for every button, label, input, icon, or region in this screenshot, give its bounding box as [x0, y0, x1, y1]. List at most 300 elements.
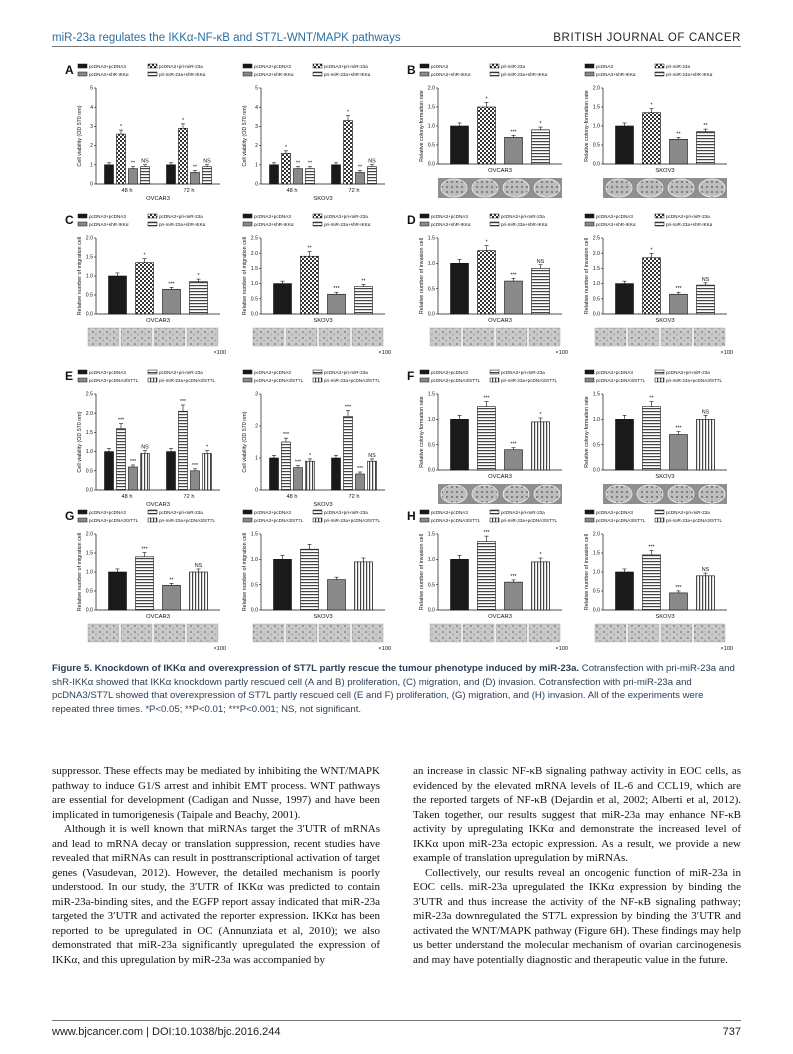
culture-dish	[606, 179, 632, 197]
bar	[368, 461, 377, 490]
legend-swatch	[655, 510, 664, 514]
bar	[117, 429, 126, 490]
legend-label: pcDNA3+pcDNA3	[431, 510, 468, 515]
y-tick-label: 0.0	[592, 161, 600, 168]
body-column-right	[413, 764, 741, 967]
legend-swatch	[148, 222, 157, 226]
legend-label: pcDNA3+pcDNA3	[254, 64, 291, 69]
legend-swatch	[490, 370, 499, 374]
y-tick-label: 2.0	[427, 85, 435, 92]
significance-label: ***	[117, 417, 125, 424]
legend-swatch	[490, 518, 499, 522]
legend-swatch	[78, 518, 87, 522]
bar	[163, 585, 181, 610]
legend-label: pri-miR-23a+pcDNA3/ST7L	[501, 378, 558, 383]
bar	[505, 137, 523, 164]
y-axis-label: Relative colony-formation rate	[584, 396, 590, 468]
legend-label: pri-miR-23a+shR-IKKα	[501, 222, 548, 227]
bar	[356, 474, 365, 490]
panel-letter: B	[407, 63, 416, 77]
bar-chart	[584, 510, 733, 652]
legend-label: pri-miR-23a+shR-IKKα	[666, 222, 713, 227]
legend-swatch	[148, 510, 157, 514]
bar-chart	[77, 64, 220, 202]
y-axis-label: Relative number of migration cell	[242, 532, 248, 612]
panel-letter: D	[407, 213, 416, 227]
y-tick-label: 0.0	[427, 467, 435, 474]
legend-label: pri-miR-23a+shR-IKKα	[159, 72, 206, 77]
y-tick-label: 2.0	[85, 235, 93, 242]
legend-swatch	[313, 518, 322, 522]
bar	[109, 276, 127, 314]
bar	[532, 422, 550, 470]
significance-label: ***	[675, 425, 682, 432]
y-tick-label: 3	[255, 391, 258, 398]
y-tick-label: 1.5	[427, 235, 435, 242]
bar	[282, 153, 291, 184]
y-tick-label: 0	[90, 181, 93, 188]
y-tick-label: 0.0	[592, 311, 600, 318]
y-tick-label: 2.5	[250, 235, 258, 242]
y-tick-label: 1.5	[250, 531, 258, 538]
y-tick-label: 2.0	[592, 250, 600, 257]
panel-e	[65, 369, 385, 508]
group-label: 72 h	[348, 188, 360, 194]
micrograph	[694, 328, 725, 346]
significance-label: *	[539, 121, 542, 128]
magnification-label: ×100	[213, 646, 226, 652]
legend-label: pcDNA3+shR-IKKα	[596, 72, 636, 77]
legend-swatch	[78, 72, 87, 76]
culture-dish	[503, 485, 529, 503]
culture-dish	[441, 179, 467, 197]
magnification-label: ×100	[213, 350, 226, 356]
bar	[670, 593, 688, 610]
group-label: 72 h	[348, 494, 360, 500]
bar	[616, 284, 634, 314]
bar	[328, 294, 346, 314]
x-axis-label: SKOV3	[313, 614, 333, 620]
x-axis-label: OVCAR3	[146, 318, 170, 324]
legend-label: pri-miR-23a+shR-IKKα	[159, 222, 206, 227]
y-tick-label: 3	[90, 124, 93, 130]
culture-dish	[637, 485, 663, 503]
legend-swatch	[655, 72, 664, 76]
legend-label: pri-miR-23a+pcDNA3/ST7L	[159, 518, 216, 523]
bar	[301, 256, 319, 314]
micrograph	[496, 328, 527, 346]
y-tick-label: 0.0	[592, 467, 600, 474]
legend-swatch	[655, 64, 664, 68]
y-tick-label: 0.5	[250, 582, 258, 589]
bar	[163, 289, 181, 314]
x-axis-label: OVCAR3	[488, 614, 512, 620]
significance-label: **	[357, 164, 363, 171]
y-tick-label: 0.5	[592, 296, 600, 303]
bar	[136, 263, 154, 314]
micrograph	[529, 624, 560, 642]
legend-label: pcDNA3+pri-miR-23a	[159, 510, 203, 515]
bar	[616, 572, 634, 610]
significance-label: NS	[701, 409, 710, 416]
legend-label: pcDNA3	[431, 64, 449, 69]
y-axis-label: Relative colony-formation rate	[584, 90, 590, 162]
micrograph	[286, 328, 317, 346]
culture-dish	[699, 179, 725, 197]
x-axis-label: OVCAR3	[146, 502, 170, 508]
y-tick-label: 1.0	[592, 123, 600, 130]
bar	[282, 442, 291, 490]
legend-label: pcDNA3+pri-miR-23a	[159, 64, 203, 69]
bar-chart	[584, 64, 727, 198]
legend-label: pcDNA3+pcDNA3/ST7L	[254, 518, 304, 523]
culture-dish	[503, 179, 529, 197]
y-tick-label: 0.0	[592, 607, 600, 614]
y-tick-label: 2.0	[250, 250, 258, 257]
bar	[670, 139, 688, 164]
bar-chart	[584, 370, 727, 504]
legend-label: pcDNA3+pcDNA3	[89, 370, 126, 375]
significance-label: **	[361, 278, 366, 285]
significance-label: ***	[675, 286, 682, 293]
bar	[301, 549, 319, 610]
bar	[505, 450, 523, 470]
panel-letter: A	[65, 63, 74, 77]
legend-swatch	[313, 510, 322, 514]
significance-label: ***	[168, 281, 175, 288]
bar	[532, 268, 550, 314]
significance-label: ***	[179, 398, 187, 405]
body-column-left	[52, 764, 380, 967]
bar	[478, 542, 496, 610]
y-tick-label: 2.0	[592, 85, 600, 92]
legend-label: pri-miR-23a+pcDNA3/ST7L	[324, 518, 381, 523]
y-tick-label: 0.0	[250, 311, 258, 318]
y-tick-label: 1.0	[427, 260, 435, 267]
significance-label: **	[649, 395, 654, 402]
legend-swatch	[78, 214, 87, 218]
x-axis-label: OVCAR3	[146, 614, 170, 620]
legend-label: pcDNA3+shR-IKKα	[431, 222, 471, 227]
bar	[505, 281, 523, 314]
legend-label: pcDNA3+pcDNA3	[596, 370, 633, 375]
legend-swatch	[420, 214, 429, 218]
y-tick-label: 0.0	[85, 487, 93, 494]
bar	[643, 113, 661, 164]
bar	[643, 258, 661, 314]
y-tick-label: 0.0	[427, 161, 435, 168]
bar	[179, 411, 188, 490]
significance-label: NS	[368, 158, 376, 165]
legend-label: pcDNA3+pri-miR-23a	[501, 510, 545, 515]
y-tick-label: 1.0	[592, 416, 600, 423]
y-tick-label: 1.0	[250, 281, 258, 288]
legend-swatch	[78, 222, 87, 226]
y-tick-label: 2.0	[85, 531, 93, 538]
significance-label: NS	[141, 158, 149, 165]
y-tick-label: 5	[255, 85, 258, 92]
panel-c	[65, 213, 391, 356]
significance-label: *	[485, 96, 488, 103]
micrograph	[319, 624, 350, 642]
legend-swatch	[243, 370, 252, 374]
micrograph	[319, 328, 350, 346]
bar	[190, 572, 208, 610]
legend-swatch	[243, 214, 252, 218]
significance-label: ***	[356, 466, 364, 472]
micrograph	[187, 328, 218, 346]
legend-swatch	[655, 214, 664, 218]
significance-label: ***	[510, 129, 517, 136]
legend-swatch	[313, 378, 322, 382]
micrograph	[661, 328, 692, 346]
legend-swatch	[313, 370, 322, 374]
culture-dish	[606, 485, 632, 503]
y-axis-label: Relative number of invasion cell	[584, 533, 590, 611]
y-tick-label: 0.0	[85, 607, 93, 614]
legend-swatch	[585, 214, 594, 218]
micrograph	[694, 624, 725, 642]
legend-swatch	[148, 378, 157, 382]
y-tick-label: 0.0	[427, 311, 435, 318]
y-tick-label: 2.0	[592, 531, 600, 538]
bar	[136, 557, 154, 610]
bar	[294, 468, 303, 490]
bar	[105, 452, 114, 490]
bar	[368, 167, 377, 184]
legend-label: pcDNA3+shR-IKKα	[254, 222, 294, 227]
legend-swatch	[490, 510, 499, 514]
caption-title: Knockdown of IKKα and overexpression of ST7L partly rescue the tumour phenotype induced by miR-23a.	[94, 663, 580, 674]
legend-swatch	[148, 518, 157, 522]
y-tick-label: 2.0	[85, 410, 93, 417]
significance-label: *	[539, 552, 542, 559]
legend-label: pri-miR-23a+pcDNA3/ST7L	[666, 518, 723, 523]
significance-label: *	[308, 452, 312, 459]
panel-g	[65, 509, 391, 652]
x-axis-label: SKOV3	[655, 614, 675, 620]
y-tick-label: 1.0	[85, 449, 93, 456]
y-tick-label: 0.0	[250, 607, 258, 614]
legend-label: pri-miR-23a+shR-IKKα	[501, 72, 548, 77]
y-tick-label: 0.5	[250, 296, 258, 303]
legend-swatch	[585, 222, 594, 226]
y-tick-label: 1.5	[85, 430, 93, 436]
significance-label: ***	[483, 530, 490, 537]
significance-label: ***	[483, 395, 490, 402]
bar	[332, 458, 341, 490]
y-tick-label: 1.0	[85, 273, 93, 280]
culture-dish	[637, 179, 663, 197]
caption-text: Cotransfection with pri-miR-23a and shR-IKKα showed that IKKα knockdown partly rescued cell (A and B) proliferation, (C) migration, and (D) invasion. Cotransfection with pri-miR-23a and pcDNA3/ST7L showed that overexpression of ST7L partly rescued cell (E and F) proliferation, (G) migration, and (H) invasion. All of the experiments were repeated three times. *P<0.05; **P<0.01; ***P<0.001; NS, not significant.	[52, 663, 735, 715]
legend-label: pcDNA3+pcDNA3	[89, 214, 126, 219]
culture-dish	[472, 179, 498, 197]
x-axis-label: OVCAR3	[488, 168, 512, 174]
y-tick-label: 1.5	[250, 266, 258, 272]
panel-d	[407, 213, 733, 356]
panel-letter: G	[65, 509, 75, 523]
y-tick-label: 1	[255, 455, 258, 462]
legend-swatch	[243, 222, 252, 226]
legend-swatch	[420, 518, 429, 522]
legend-swatch	[490, 214, 499, 218]
panel-letter: H	[407, 509, 416, 523]
y-axis-label: Cell viability (OD 570 nm)	[77, 105, 83, 167]
group-label: 72 h	[183, 494, 195, 500]
significance-label: *	[650, 102, 653, 109]
micrograph	[529, 328, 560, 346]
caption-label: Figure 5.	[52, 663, 92, 674]
y-tick-label: 1.0	[592, 569, 600, 576]
group-label: 48 h	[286, 188, 298, 194]
x-axis-label: SKOV3	[313, 196, 333, 202]
legend-swatch	[243, 378, 252, 382]
bar	[332, 165, 341, 184]
magnification-label: ×100	[555, 646, 568, 652]
panel-f	[407, 369, 727, 504]
micrograph	[595, 624, 626, 642]
y-tick-label: 1.0	[427, 416, 435, 423]
micrograph	[154, 624, 185, 642]
significance-label: NS	[368, 452, 376, 459]
legend-label: pri-miR-23a+pcDNA3/ST7L	[159, 378, 216, 383]
y-tick-label: 1.5	[427, 391, 435, 398]
significance-label: *	[346, 109, 350, 116]
bar-chart	[419, 510, 568, 652]
bar	[451, 126, 469, 164]
y-axis-label: Relative colony-formation rate	[419, 396, 425, 468]
micrograph	[463, 328, 494, 346]
legend-label: pcDNA3+pri-miR-23a	[324, 510, 368, 515]
legend-swatch	[420, 64, 429, 68]
legend-label: pcDNA3+pcDNA3	[254, 370, 291, 375]
legend-label: pcDNA3+pri-miR-23a	[324, 214, 368, 219]
legend-label: pri-miR-23a+shR-IKKα	[324, 72, 371, 77]
significance-label: *	[143, 252, 146, 259]
magnification-label: ×100	[720, 646, 733, 652]
y-tick-label: 1.0	[592, 281, 600, 288]
panel-a	[65, 63, 385, 202]
legend-swatch	[243, 64, 252, 68]
legend-swatch	[78, 510, 87, 514]
page-number: 737	[722, 1026, 741, 1038]
legend-swatch	[655, 518, 664, 522]
y-tick-label: 2	[255, 423, 258, 430]
bar	[451, 559, 469, 610]
y-tick-label: 1.5	[85, 254, 93, 261]
y-tick-label: 0.5	[592, 588, 600, 595]
legend-label: pcDNA3+pcDNA3	[596, 510, 633, 515]
y-tick-label: 1.0	[85, 569, 93, 576]
significance-label: **	[676, 131, 681, 138]
significance-label: ***	[648, 544, 655, 551]
bar	[203, 167, 212, 184]
bar	[191, 172, 200, 184]
culture-dish	[534, 179, 560, 197]
significance-label: **	[130, 160, 136, 167]
micrograph	[595, 328, 626, 346]
legend-swatch	[148, 214, 157, 218]
significance-label: NS	[536, 258, 545, 265]
bar-chart	[242, 370, 385, 508]
significance-label: ***	[191, 462, 199, 469]
y-tick-label: 2.5	[85, 391, 93, 398]
bar	[274, 284, 292, 314]
legend-label: pcDNA3+shR-IKKα	[254, 72, 294, 77]
significance-label: **	[169, 577, 174, 584]
bar	[697, 576, 715, 610]
micrograph	[121, 328, 152, 346]
bar	[478, 107, 496, 164]
significance-label: ***	[141, 546, 148, 553]
bar	[356, 172, 365, 184]
bar	[306, 169, 315, 184]
y-axis-label: Relative colony-formation rate	[419, 90, 425, 162]
legend-swatch	[313, 72, 322, 76]
figure-caption	[52, 662, 741, 716]
legend-label: pcDNA3+shR-IKKα	[431, 72, 471, 77]
legend-swatch	[313, 64, 322, 68]
bar	[306, 461, 315, 490]
legend-label: pcDNA3+pcDNA3/ST7L	[89, 518, 139, 523]
y-axis-label: Relative number of migration cell	[242, 236, 248, 316]
x-axis-label: OVCAR3	[488, 474, 512, 480]
bar	[505, 582, 523, 610]
y-tick-label: 2.5	[592, 235, 600, 242]
y-tick-label: 4	[90, 104, 93, 111]
bar	[270, 458, 279, 490]
micrograph	[661, 624, 692, 642]
legend-swatch	[490, 222, 499, 226]
micrograph	[121, 624, 152, 642]
micrograph	[352, 624, 383, 642]
significance-label: **	[307, 160, 313, 167]
bar	[167, 452, 176, 490]
significance-label: NS	[141, 444, 149, 451]
group-label: 72 h	[183, 188, 195, 194]
legend-swatch	[490, 378, 499, 382]
bar-chart	[242, 214, 391, 356]
bar	[190, 282, 208, 314]
panel-h	[407, 509, 733, 652]
y-tick-label: 0.5	[85, 588, 93, 595]
legend-swatch	[420, 378, 429, 382]
bar-chart	[584, 214, 733, 356]
y-tick-label: 1.5	[592, 104, 600, 111]
legend-label: pcDNA3+pcDNA3/ST7L	[254, 378, 304, 383]
significance-label: NS	[701, 276, 710, 283]
bar	[643, 555, 661, 610]
significance-label: **	[295, 160, 301, 167]
y-tick-label: 0	[255, 181, 258, 188]
page-footer	[52, 1026, 741, 1038]
x-axis-label: SKOV3	[655, 168, 675, 174]
paragraph: an increase in classic NF-κB signaling pathway activity in EOC cells, as evidenced by the elevated mRNA levels of IL-6 and CCL19, which are the reported targets of NF-κB (Dejardin et al, 2002; Alberti et al, 2012). Taken together, our results suggest that miR-23a may enhance NF-κB activity by upregulating IKKα and demonstrate the increased level of IKKα upon miR-23a ectopic expression. As a result, we provide a new example of translation upregulation by miRNAs.	[413, 765, 741, 864]
legend-swatch	[420, 72, 429, 76]
legend-label: pcDNA3+pri-miR-23a	[159, 214, 203, 219]
micrograph	[187, 624, 218, 642]
bar	[117, 134, 126, 184]
significance-label: **	[192, 164, 198, 171]
y-tick-label: 1	[255, 162, 258, 169]
bar	[355, 562, 373, 610]
x-axis-label: SKOV3	[655, 474, 675, 480]
group-label: 48 h	[286, 494, 298, 500]
legend-swatch	[585, 518, 594, 522]
legend-label: pcDNA3+pcDNA3	[254, 510, 291, 515]
y-tick-label: 0.5	[427, 286, 435, 293]
legend-label: pcDNA3+shR-IKKα	[89, 72, 129, 77]
